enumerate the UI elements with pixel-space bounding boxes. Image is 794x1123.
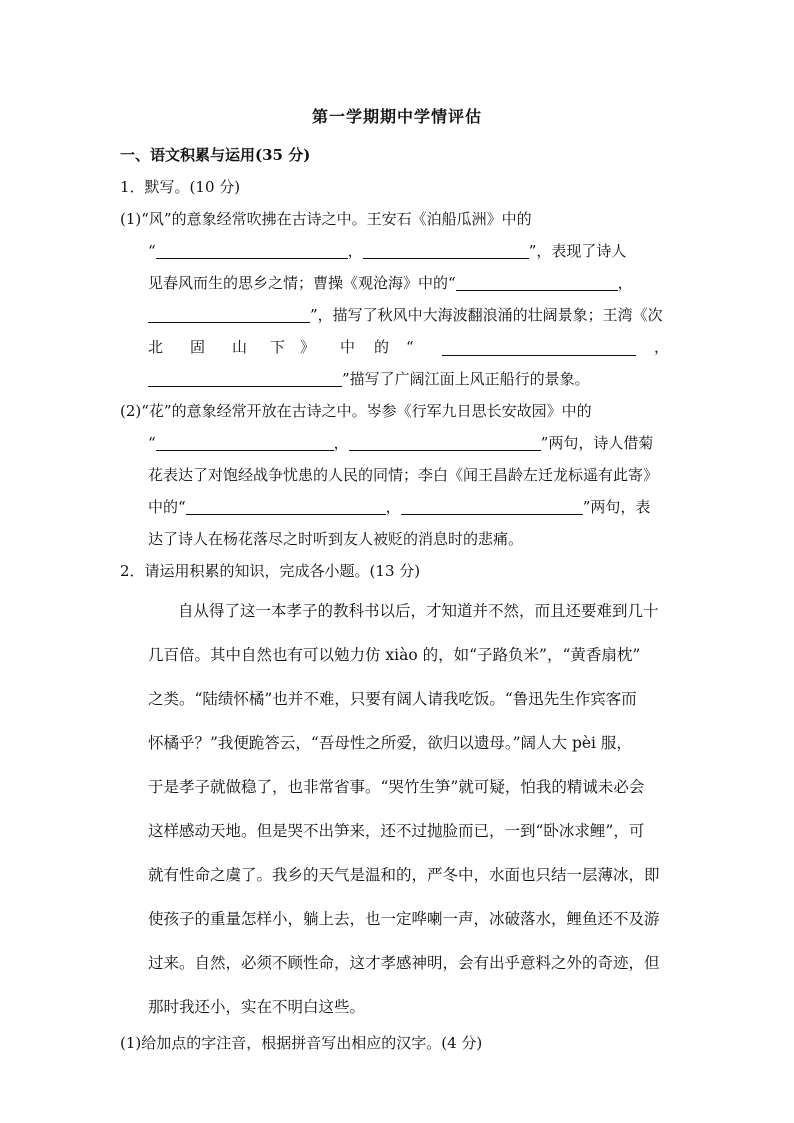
answer-blank[interactable] <box>442 339 636 356</box>
passage-line: 于是孝子就做稳了，也非常省事。“哭竹生笋”就可疑，怕我的精诚未必会 <box>148 778 645 796</box>
char: 山 <box>232 338 248 356</box>
answer-blank[interactable] <box>156 242 348 259</box>
passage-line: 过来。自然，必须不顾性命，这才孝感神明，会有出乎意料之外的奇迹，但 <box>148 954 660 972</box>
comma: ， <box>617 274 633 292</box>
q1-part1-line2-tail: ”，表现了诗人 <box>528 242 627 260</box>
question-1-stem: 1．默写。(10 分) <box>120 178 241 196</box>
comma: ， <box>333 434 349 452</box>
q1-part1-line6-text: ”描写了广阔江面上风正船行的景象。 <box>342 370 590 388</box>
answer-blank[interactable] <box>456 274 618 291</box>
q1-part2-line2 <box>148 432 653 454</box>
passage-line: 几百倍。其中自然也有可以勉力仿 xiào 的，如“子路负米”，“黄香扇枕” <box>148 646 641 664</box>
q1-part1-line3 <box>148 272 633 294</box>
char: 固 <box>190 338 206 356</box>
passage-line: 那时我还小，实在不明白这些。 <box>148 998 366 1016</box>
q1-part2-line4-tail: ”两句，表 <box>582 498 651 516</box>
section-heading: 一、语文积累与运用(35 分) <box>120 146 311 164</box>
char: ， <box>654 338 670 356</box>
answer-blank[interactable] <box>186 498 386 515</box>
answer-blank[interactable] <box>401 498 583 515</box>
passage-line: 之类。“陆绩怀橘”也并不难，只要有阔人请我吃饭。“鲁迅先生作宾客而 <box>148 690 637 708</box>
q2-subquestion-1: (1)给加点的字注音，根据拼音写出相应的汉字。(4 分) <box>120 1034 483 1052</box>
answer-blank[interactable] <box>148 306 310 323</box>
answer-blank[interactable] <box>349 434 541 451</box>
passage-line: 自从得了这一本孝子的教科书以后，才知道并不然，而且还要难到几十 <box>178 602 659 620</box>
q1-part1-line4 <box>148 304 663 326</box>
passage-line: 就有性命之虞了。我乡的天气是温和的，严冬中，水面也只结一层薄冰，即 <box>148 866 660 884</box>
q1-part2-line3: 花表达了对饱经战争忧患的人民的同情；李白《闻王昌龄左迁龙标遥有此寄》 <box>148 466 659 484</box>
page-title: 第一学期期中学情评估 <box>311 107 482 126</box>
comma: ， <box>385 498 401 516</box>
char: 下 <box>270 338 286 356</box>
q1-part2-line1: (2)“花”的意象经常开放在古诗之中。岑参《行军九日思长安故园》中的 <box>120 402 592 420</box>
q1-part1-line6 <box>148 368 590 390</box>
char: “ <box>406 338 414 356</box>
q1-part1-line1 <box>120 208 674 230</box>
q1-part2-line4 <box>148 496 650 518</box>
q1-part1-line3-text: 见春风而生的思乡之情；曹操《观沧海》中的“ <box>148 274 456 292</box>
q1-part1-line2 <box>148 240 626 262</box>
char: 的 <box>374 338 390 356</box>
comma: ， <box>347 242 363 260</box>
open-quote: “ <box>148 242 156 260</box>
q1-part2-line2-tail: ”两句，诗人借菊 <box>540 434 654 452</box>
q1-part2-line5: 达了诗人在杨花落尽之时听到友人被贬的消息时的悲痛。 <box>148 530 524 548</box>
passage-line: 这样感动天地。但是哭不出笋来，还不过抛脸而已，一到“卧冰求鲤”，可 <box>148 822 645 840</box>
passage-line: 怀橘乎？”我便跪答云，“吾母性之所爱，欲归以遗母。”阔人大 pèi 服， <box>148 734 632 752</box>
question-2-stem: 2．请运用积累的知识，完成各小题。(13 分) <box>120 562 421 580</box>
char: 中 <box>340 338 356 356</box>
char: 》 <box>300 338 316 356</box>
char: 北 <box>148 338 164 356</box>
answer-blank[interactable] <box>363 242 529 259</box>
passage-line: 使孩子的重量怎样小，躺上去，也一定哗喇一声，冰破落水，鲤鱼还不及游 <box>148 910 660 928</box>
open-quote: “ <box>148 434 156 452</box>
answer-blank[interactable] <box>156 434 334 451</box>
answer-blank[interactable] <box>148 370 342 387</box>
q1-part1-line1-text: (1)“风”的意象经常吹拂在古诗之中。王安石《泊船瓜洲》中的 <box>120 210 532 228</box>
q1-part2-line4-lead: 中的“ <box>148 498 186 516</box>
q1-part1-line4-text: ”，描写了秋风中大海波翻浪涌的壮阔景象；王湾《次 <box>310 306 663 324</box>
